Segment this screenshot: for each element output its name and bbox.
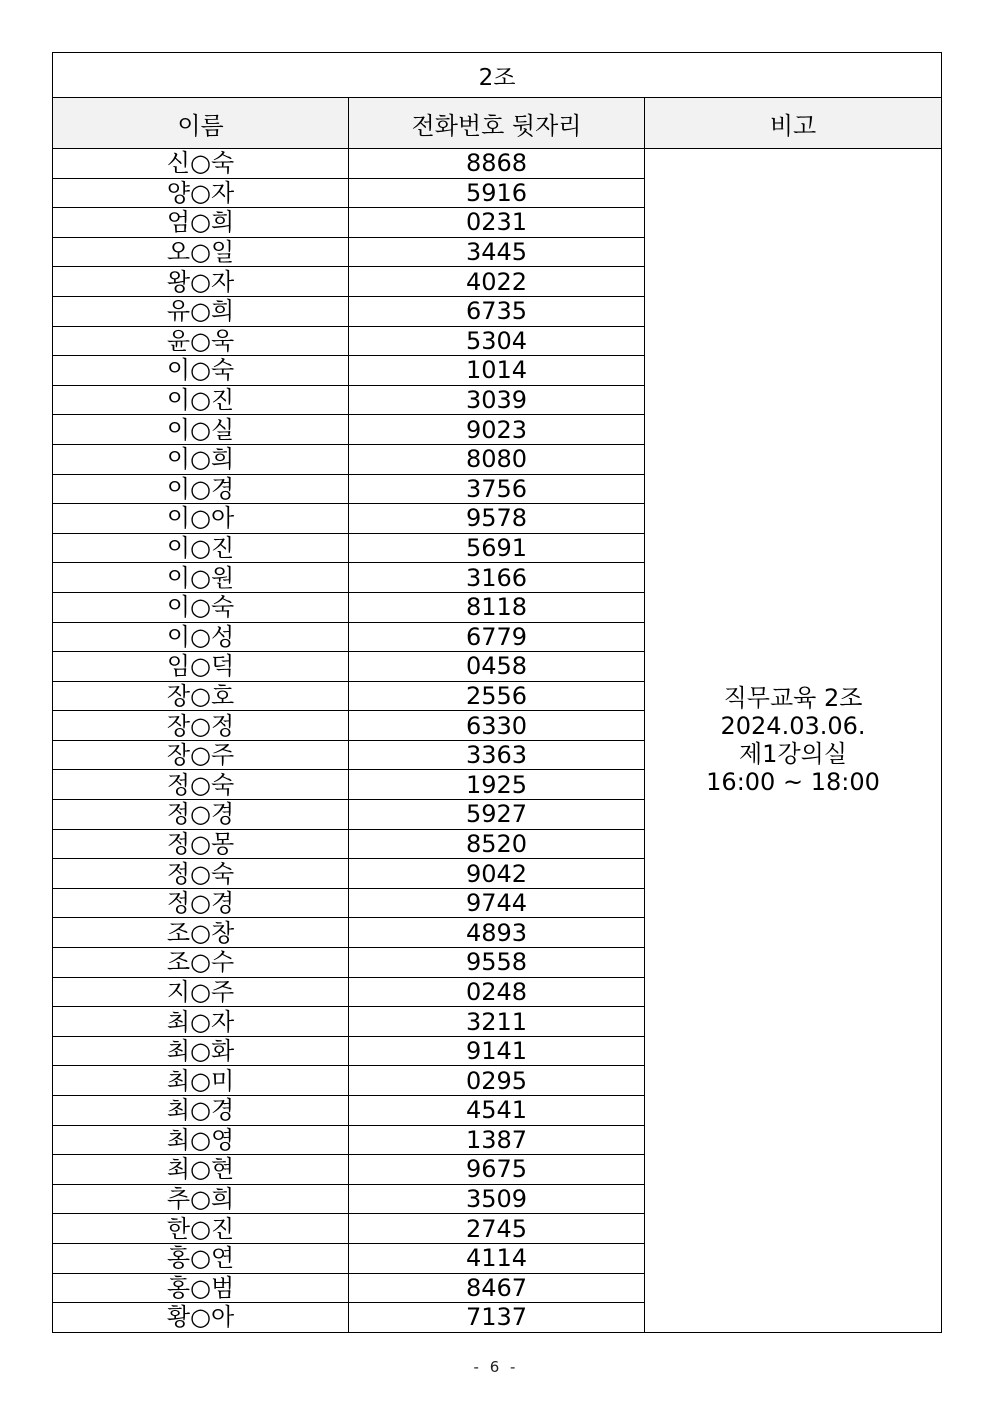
- table-row: [53, 149, 942, 179]
- group-roster-table: [52, 52, 942, 1333]
- cell-phone: 4022: [349, 267, 645, 297]
- note-line3: 제1강의실: [739, 740, 848, 769]
- cell-phone: 6330: [349, 711, 645, 741]
- table-body: [53, 149, 942, 1333]
- cell-name: 이○아: [53, 504, 349, 534]
- cell-name: 이○희: [53, 444, 349, 474]
- note-line4: 16:00 ~ 18:00: [706, 768, 880, 797]
- cell-phone: 7137: [349, 1303, 645, 1333]
- cell-phone: 5304: [349, 326, 645, 356]
- cell-name: 최○자: [53, 1007, 349, 1037]
- header-phone: 전화번호 뒷자리: [349, 98, 645, 149]
- cell-name: 정○숙: [53, 859, 349, 889]
- cell-name: 황○아: [53, 1303, 349, 1333]
- cell-name: 추○희: [53, 1184, 349, 1214]
- cell-phone: 3756: [349, 474, 645, 504]
- cell-phone: 3445: [349, 237, 645, 267]
- cell-name: 지○주: [53, 977, 349, 1007]
- cell-name: 장○정: [53, 711, 349, 741]
- cell-phone: 8520: [349, 829, 645, 859]
- cell-name: 이○진: [53, 385, 349, 415]
- cell-name: 오○일: [53, 237, 349, 267]
- cell-phone: 9042: [349, 859, 645, 889]
- cell-phone: 4114: [349, 1243, 645, 1273]
- cell-name: 정○경: [53, 888, 349, 918]
- table-title-row: [53, 53, 942, 98]
- cell-name: 최○미: [53, 1066, 349, 1096]
- cell-phone: 0248: [349, 977, 645, 1007]
- cell-name: 이○진: [53, 533, 349, 563]
- cell-name: 이○숙: [53, 356, 349, 386]
- cell-name: 최○영: [53, 1125, 349, 1155]
- cell-phone: 0231: [349, 208, 645, 238]
- cell-name: 유○희: [53, 296, 349, 326]
- cell-name: 장○호: [53, 681, 349, 711]
- cell-name: 이○성: [53, 622, 349, 652]
- cell-name: 이○경: [53, 474, 349, 504]
- cell-name: 양○자: [53, 178, 349, 208]
- header-name: 이름: [53, 98, 349, 149]
- cell-phone: 8080: [349, 444, 645, 474]
- header-note: 비고: [645, 98, 942, 149]
- cell-name: 최○경: [53, 1096, 349, 1126]
- cell-phone: 9023: [349, 415, 645, 445]
- cell-phone: 4893: [349, 918, 645, 948]
- table-title: 2조: [53, 53, 942, 98]
- cell-phone: 3363: [349, 740, 645, 770]
- cell-name: 이○실: [53, 415, 349, 445]
- cell-name: 이○원: [53, 563, 349, 593]
- cell-name: 정○숙: [53, 770, 349, 800]
- cell-phone: 6779: [349, 622, 645, 652]
- note-line1: 직무교육 2조: [723, 684, 863, 713]
- cell-name: 장○주: [53, 740, 349, 770]
- cell-phone: 9141: [349, 1036, 645, 1066]
- cell-name: 홍○연: [53, 1243, 349, 1273]
- cell-phone: 2556: [349, 681, 645, 711]
- cell-note: [645, 149, 942, 1333]
- cell-phone: 1925: [349, 770, 645, 800]
- cell-name: 윤○욱: [53, 326, 349, 356]
- cell-name: 신○숙: [53, 149, 349, 179]
- cell-phone: 0458: [349, 652, 645, 682]
- cell-name: 정○몽: [53, 829, 349, 859]
- cell-phone: 9744: [349, 888, 645, 918]
- cell-name: 임○덕: [53, 652, 349, 682]
- cell-phone: 1387: [349, 1125, 645, 1155]
- cell-phone: 1014: [349, 356, 645, 386]
- cell-name: 최○화: [53, 1036, 349, 1066]
- cell-phone: 5927: [349, 800, 645, 830]
- cell-phone: 3509: [349, 1184, 645, 1214]
- cell-phone: 5691: [349, 533, 645, 563]
- note-line2: 2024.03.06.: [720, 712, 866, 741]
- cell-name: 조○수: [53, 948, 349, 978]
- page-number: - 6 -: [473, 1358, 519, 1376]
- cell-name: 왕○자: [53, 267, 349, 297]
- cell-phone: 8118: [349, 592, 645, 622]
- cell-phone: 2745: [349, 1214, 645, 1244]
- cell-phone: 0295: [349, 1066, 645, 1096]
- cell-phone: 5916: [349, 178, 645, 208]
- cell-phone: 9578: [349, 504, 645, 534]
- cell-phone: 8868: [349, 149, 645, 179]
- cell-name: 이○숙: [53, 592, 349, 622]
- cell-name: 홍○범: [53, 1273, 349, 1303]
- cell-phone: 4541: [349, 1096, 645, 1126]
- cell-phone: 8467: [349, 1273, 645, 1303]
- table-header-row: [53, 98, 942, 149]
- cell-name: 최○현: [53, 1155, 349, 1185]
- cell-name: 정○경: [53, 800, 349, 830]
- cell-name: 조○창: [53, 918, 349, 948]
- cell-phone: 3166: [349, 563, 645, 593]
- cell-phone: 6735: [349, 296, 645, 326]
- cell-phone: 9558: [349, 948, 645, 978]
- cell-phone: 3211: [349, 1007, 645, 1037]
- cell-phone: 3039: [349, 385, 645, 415]
- cell-name: 한○진: [53, 1214, 349, 1244]
- cell-phone: 9675: [349, 1155, 645, 1185]
- cell-name: 엄○희: [53, 208, 349, 238]
